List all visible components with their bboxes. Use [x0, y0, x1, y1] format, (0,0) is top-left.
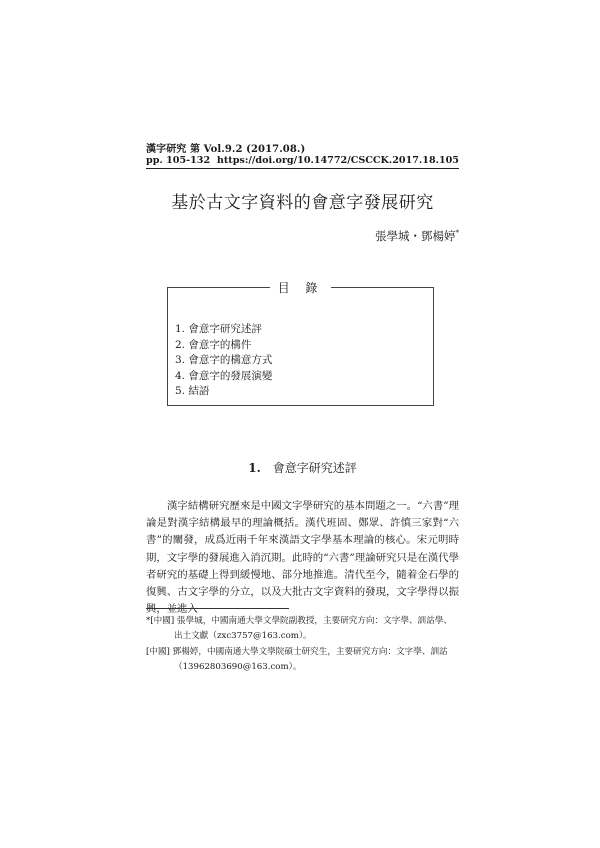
section-number: 1.	[248, 461, 261, 475]
page-range: pp. 105-132	[146, 155, 211, 166]
author-footnote-mark: *	[455, 229, 459, 238]
toc-item: 3. 會意字的構意方式	[175, 354, 273, 366]
section-heading	[146, 459, 459, 476]
footnote: [中國] 鄧楊婷，中國南通大學文學院碩士研究生，主要研究方向：文字學、訓詁（13962803690@163.com）。	[146, 647, 448, 672]
toc-title: 目 錄	[270, 279, 332, 296]
body-paragraph: 漢字結構研究歷來是中國文字學研究的基本問題之一。“六書”理論是對漢字結構最早的理論概括。漢代班固、鄭眾、許慎三家對“六書”的闡發，成爲近兩千年來漢語文字學基本理論的核心。宋元明時期，文字學的發展進入消沉期。此時的“六書”理論研究只是在漢代學者研究的基礎上得到緩慢地、部分地推進。清代至今，隨着金石學的復興、古文字學的分立，以及大批古文字資料的發現，文字學得以振興，並進入	[146, 500, 459, 616]
author-names: 張學城・鄧楊婷	[375, 229, 456, 243]
header-rule	[146, 168, 459, 169]
toc-item: 1. 會意字研究述評	[175, 323, 262, 335]
page-range-line	[146, 155, 459, 166]
section-title: 會意字研究述評	[272, 461, 357, 475]
table-of-contents	[167, 281, 434, 406]
footnote: *[中國] 張學城，中國南通大學文學院副教授，主要研究方向：文字學、訓詁學、出土文獻（zxc3757@163.com）。	[146, 616, 452, 641]
doi-link[interactable]: https://doi.org/10.14772/CSCCK.2017.18.105	[216, 155, 459, 166]
toc-list	[175, 322, 272, 400]
toc-item: 5. 結語	[175, 385, 210, 397]
journal-header: 漢字研究 第 Vol.9.2 (2017.08.)	[146, 144, 306, 155]
toc-item: 4. 會意字的發展演變	[175, 369, 273, 382]
footnote-rule	[146, 608, 289, 609]
paper-title: 基於古文字資料的會意字發展研究	[171, 193, 434, 213]
author-line	[375, 228, 459, 244]
toc-item: 2. 會意字的構件	[175, 338, 252, 351]
